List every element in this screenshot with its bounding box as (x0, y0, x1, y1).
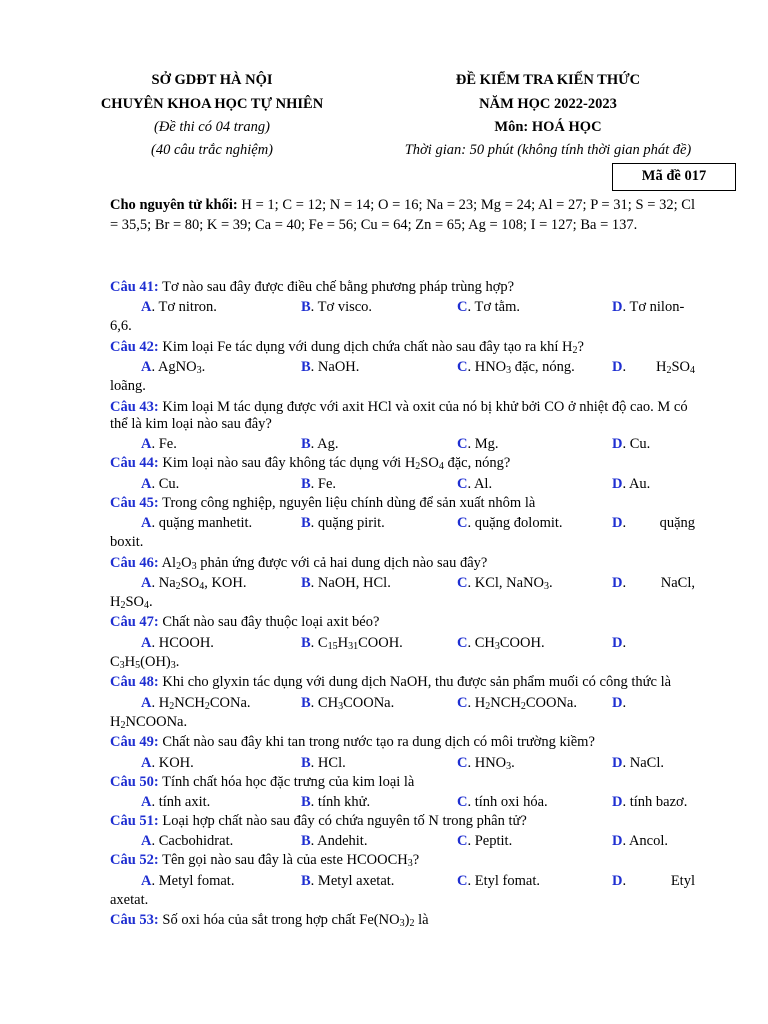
options-row (110, 873, 695, 892)
option-letter: D (612, 754, 623, 771)
option-D[interactable]: D. Tơ nilon- (612, 299, 685, 316)
option-D[interactable]: D. NaCl. (612, 754, 664, 771)
option-letter: A (141, 575, 152, 592)
option-B[interactable]: B. $CH_3COONa$. (301, 694, 395, 712)
option-text: NaCl. (629, 754, 664, 771)
question-53 (110, 912, 695, 929)
option-text: Al. (473, 475, 493, 492)
option-D[interactable]: D. Ancol. (612, 833, 668, 850)
option-A[interactable]: A. Fe. (141, 436, 177, 453)
option-letter: D (612, 299, 623, 316)
option-text: Mg. (474, 436, 499, 453)
option-letter: A (141, 436, 152, 453)
option-B[interactable]: B. Andehit. (301, 833, 368, 850)
option-C[interactable]: C. Al. (457, 475, 493, 492)
option-text: Ancol. (628, 833, 668, 850)
option-B[interactable]: B. $C_{15}H_{31}COOH$. (301, 634, 403, 652)
option-text: Au. (628, 475, 651, 492)
option-letter: D (612, 575, 623, 592)
option-continuation: loãng. (110, 378, 146, 395)
options-row (110, 359, 695, 378)
option-C[interactable]: C. $CH_3COOH$. (457, 634, 545, 652)
question-label: Câu 46: (110, 554, 159, 571)
question-text: Khi cho glyxin tác dụng với dung dịch NaOH, thu được sản phẩm muối có công thức là (158, 674, 672, 691)
exam-code-box (612, 163, 736, 191)
option-text: $H_2SO_4$ (655, 359, 695, 377)
option-C[interactable]: C. Mg. (457, 436, 499, 453)
question-text: Trong công nghiệp, nguyên liệu chính dùng để sản xuất nhôm là (158, 494, 536, 511)
time-limit: Thời gian: 50 phút (không tính thời gian phát đề) (404, 142, 692, 158)
question-stem (110, 455, 695, 472)
option-D[interactable]: D. $H_2SO_4$ (612, 359, 695, 377)
page-count-note: (Đề thi có 04 trang) (154, 119, 270, 135)
option-text: Tơ nitron. (158, 299, 217, 316)
option-text: HCl. (317, 754, 346, 771)
options-row (110, 436, 695, 455)
question-stem (110, 399, 695, 434)
option-text: $H_2NCH_2COONa$. (474, 694, 577, 712)
option-text: Peptit. (474, 833, 513, 850)
option-B[interactable]: B. quặng pirit. (301, 515, 385, 532)
option-continuation: $H_2SO_4$. (110, 594, 153, 612)
question-45 (110, 495, 695, 552)
question-51 (110, 813, 695, 852)
option-C[interactable]: C. $H_2NCH_2COONa$. (457, 694, 577, 712)
question-48 (110, 674, 695, 731)
option-letter: D (612, 436, 623, 453)
option-letter: D (612, 872, 623, 889)
school-name: CHUYÊN KHOA HỌC TỰ NHIÊN (100, 96, 324, 112)
option-text: Fe. (158, 436, 177, 453)
option-continuation: axetat. (110, 891, 149, 908)
option-D[interactable]: D. NaCl, (612, 575, 695, 592)
question-stem (110, 339, 695, 356)
option-text: quặng đolomit. (474, 515, 563, 532)
option-letter: C (457, 694, 468, 711)
option-text: Cacbohidrat. (158, 833, 234, 850)
option-letter: B (301, 634, 311, 651)
option-letter: D (612, 515, 623, 532)
option-letter: A (141, 359, 152, 376)
option-continuation: boxit. (110, 534, 144, 551)
question-text: Tên gọi nào sau đây là của este $HCOOCH_3$? (158, 852, 420, 870)
option-letter: B (301, 872, 311, 889)
option-letter: C (457, 475, 468, 492)
question-count-note: (40 câu trắc nghiệm) (150, 142, 273, 158)
question-49 (110, 734, 695, 773)
option-letter: D (612, 634, 623, 651)
option-text: $Na_2SO_4$, KOH. (158, 575, 247, 593)
atomic-masses-label: Cho nguyên tử khối: (110, 197, 238, 213)
question-label: Câu 51: (110, 812, 159, 829)
option-letter: B (301, 475, 311, 492)
question-stem (110, 852, 695, 869)
atomic-masses (110, 196, 695, 235)
question-46 (110, 555, 695, 612)
question-label: Câu 41: (110, 279, 159, 295)
option-continuation: 6,6. (110, 318, 132, 335)
question-50 (110, 774, 695, 813)
option-letter: A (141, 475, 152, 492)
question-41 (110, 279, 695, 336)
options-row (110, 575, 695, 594)
option-letter: A (141, 515, 152, 532)
option-A[interactable]: A. Cacbohidrat. (141, 833, 234, 850)
option-letter: A (141, 299, 152, 316)
option-B[interactable]: B. NaOH. (301, 359, 360, 376)
option-letter: B (301, 515, 311, 532)
question-text: Tơ nào sau đây được điều chế bằng phương pháp trùng hợp? (158, 279, 515, 295)
option-A[interactable]: A. Cu. (141, 475, 180, 492)
option-letter: B (301, 833, 311, 850)
question-list (110, 279, 695, 933)
option-C[interactable]: C. Etyl fomat. (457, 872, 540, 889)
option-letter: D (612, 833, 623, 850)
question-text: Kim loại nào sau đây không tác dụng với $H_2SO_4$ đặc, nóng? (158, 455, 511, 473)
options-row (110, 515, 695, 534)
question-text: Tính chất hóa học đặc trưng của kim loại là (158, 773, 415, 790)
options-row (110, 476, 695, 495)
option-text: tính oxi hóa. (474, 793, 548, 810)
option-text: Tơ tằm. (474, 299, 521, 316)
option-letter: A (141, 694, 152, 711)
option-A[interactable]: A. AgNO$_3$. (141, 359, 206, 377)
question-stem (110, 495, 695, 512)
question-47 (110, 614, 695, 671)
question-text: Kim loại M tác dụng được với axit HCl và oxit của nó bị khử bởi CO ở nhiệt độ cao. M có thể là kim loại nào sau đây? (110, 398, 688, 433)
option-letter: D (612, 475, 623, 492)
option-A[interactable]: A. Metyl fomat. (141, 872, 235, 889)
option-letter: B (301, 793, 311, 810)
option-letter: C (457, 833, 468, 850)
option-A[interactable]: A. HCOOH. (141, 634, 214, 651)
option-C[interactable]: C. $HNO_3$ đặc, nóng. (457, 359, 575, 377)
option-letter: C (457, 754, 468, 771)
option-text: Etyl fomat. (474, 872, 540, 889)
option-text: $HNO_3$ đặc, nóng. (474, 359, 575, 377)
option-text: Ag. (317, 436, 339, 453)
question-43 (110, 399, 695, 456)
question-stem (110, 279, 695, 296)
option-text: AgNO$_3$. (157, 359, 206, 377)
question-text: Chất nào sau đây thuộc loại axit béo? (158, 614, 380, 631)
option-letter: A (141, 634, 152, 651)
atomic-masses-values: H = 1; C = 12; N = 14; O = 16; Na = 23; Mg = 24; Al = 27; P = 31; S = 32; Cl = 35,5; Br = 80; K = 39; Ca = 40; Fe = 56; Cu = 64; Zn = 65; Ag = 108; I = 127; Ba = 137. (110, 197, 696, 233)
option-letter: C (457, 436, 468, 453)
question-label: Câu 50: (110, 773, 159, 790)
option-C[interactable]: C. tính oxi hóa. (457, 793, 548, 810)
option-text: quặng manhetit. (158, 515, 253, 532)
option-C[interactable]: C. Peptit. (457, 833, 513, 850)
question-text: Chất nào sau đây khi tan trong nước tạo ra dung dịch có môi trường kiềm? (158, 734, 595, 751)
option-B[interactable]: B. Tơ visco. (301, 299, 373, 316)
question-text: $Al_2O_3$ phản ứng được với cả hai dung dịch nào sau đây? (158, 554, 488, 572)
option-B[interactable]: B. HCl. (301, 754, 346, 771)
question-label: Câu 53: (110, 912, 159, 929)
option-D[interactable]: D. Au. (612, 475, 651, 492)
option-D[interactable]: D. Cu. (612, 436, 651, 453)
option-text: tính bazơ. (629, 793, 688, 810)
question-52 (110, 852, 695, 909)
question-text: Kim loại Fe tác dụng với dung dịch chứa chất nào sau đây tạo ra khí $H_2$? (158, 338, 584, 356)
question-label: Câu 44: (110, 455, 159, 472)
question-label: Câu 45: (110, 494, 159, 511)
question-label: Câu 42: (110, 338, 159, 355)
option-text: $CH_3COOH$. (474, 634, 545, 652)
options-row (110, 833, 695, 852)
option-letter: B (301, 359, 311, 376)
option-letter: C (457, 515, 468, 532)
question-42 (110, 339, 695, 396)
option-D[interactable]: D. (612, 694, 627, 711)
question-text: Số oxi hóa của sắt trong hợp chất $Fe(NO_3)_2$ là (158, 912, 429, 930)
option-A[interactable]: A. $Na_2SO_4$, KOH. (141, 575, 247, 593)
question-stem (110, 912, 695, 929)
question-text: Loại hợp chất nào sau đây có chứa nguyên tố N trong phân tử? (158, 812, 527, 829)
option-C[interactable]: C. KCl, NaNO$_3$. (457, 575, 553, 593)
exam-code: Mã đề 017 (641, 168, 707, 184)
option-B[interactable]: B. Ag. (301, 436, 339, 453)
option-letter: B (301, 299, 311, 316)
option-letter: C (457, 359, 468, 376)
option-A[interactable]: A. tính axit. (141, 793, 211, 810)
options-row (110, 299, 695, 318)
option-D[interactable]: D. Etyl (612, 872, 695, 889)
options-row (110, 635, 695, 654)
option-letter: B (301, 754, 311, 771)
option-text: KOH. (158, 754, 194, 771)
department-name: SỞ GDĐT HÀ NỘI (151, 72, 273, 88)
option-letter: D (612, 359, 623, 376)
school-year: NĂM HỌC 2022-2023 (479, 96, 617, 112)
option-text: $C_{15}H_{31}COOH$. (317, 634, 403, 652)
option-B[interactable]: B. NaOH, HCl. (301, 575, 391, 592)
option-text: $H_2NCH_2CONa$. (158, 694, 251, 712)
option-letter: A (141, 872, 152, 889)
option-text: quặng pirit. (317, 515, 385, 532)
option-text: tính khử. (317, 793, 371, 810)
question-stem (110, 813, 695, 830)
option-text: $CH_3COONa$. (317, 694, 395, 712)
option-text: tính axit. (158, 793, 211, 810)
option-text: NaOH, HCl. (317, 575, 391, 592)
option-text: NaOH. (317, 359, 360, 376)
option-letter: A (141, 793, 152, 810)
question-stem (110, 614, 695, 631)
option-text: Andehit. (317, 833, 368, 850)
question-label: Câu 52: (110, 852, 159, 869)
option-letter: C (457, 634, 468, 651)
option-text: Fe. (317, 475, 337, 492)
question-stem (110, 674, 695, 691)
option-C[interactable]: C. Tơ tằm. (457, 299, 521, 316)
option-letter: B (301, 694, 311, 711)
exam-title: ĐỀ KIỂM TRA KIẾN THỨC (455, 72, 641, 88)
option-C[interactable]: C. $HNO_3$. (457, 754, 515, 772)
option-letter: C (457, 299, 468, 316)
option-text: Metyl fomat. (158, 872, 235, 889)
options-row (110, 695, 695, 714)
option-A[interactable]: A. KOH. (141, 754, 194, 771)
option-continuation: $C_3H_5(OH)_3$. (110, 653, 180, 671)
option-continuation: $H_2NCOONa$. (110, 713, 188, 731)
option-text: HCOOH. (158, 634, 214, 651)
options-row (110, 755, 695, 774)
option-text: Cu. (158, 475, 180, 492)
options-row (110, 794, 695, 813)
option-letter: B (301, 436, 311, 453)
question-label: Câu 48: (110, 674, 159, 691)
option-letter: C (457, 793, 468, 810)
subject: Môn: HOÁ HỌC (494, 119, 602, 135)
option-text: $HNO_3$. (474, 754, 515, 772)
option-letter: D (612, 694, 623, 711)
option-B[interactable]: B. tính khử. (301, 793, 371, 810)
question-stem (110, 774, 695, 791)
option-text: NaCl, (660, 575, 695, 592)
option-B[interactable]: B. Fe. (301, 475, 337, 492)
question-stem (110, 555, 695, 572)
option-text: Tơ nilon- (629, 299, 685, 316)
option-A[interactable]: A. quặng manhetit. (141, 515, 253, 532)
option-letter: C (457, 872, 468, 889)
option-letter: D (612, 793, 623, 810)
question-label: Câu 43: (110, 398, 159, 415)
option-letter: B (301, 575, 311, 592)
option-A[interactable]: A. $H_2NCH_2CONa$. (141, 694, 251, 712)
option-B[interactable]: B. Metyl axetat. (301, 872, 395, 889)
option-D[interactable]: D. (612, 634, 627, 651)
option-D[interactable]: D. tính bazơ. (612, 793, 688, 810)
option-letter: A (141, 833, 152, 850)
option-text: quặng (659, 515, 695, 532)
option-D[interactable]: D. quặng (612, 515, 695, 532)
option-C[interactable]: C. quặng đolomit. (457, 515, 563, 532)
question-label: Câu 47: (110, 614, 159, 631)
option-text: Metyl axetat. (317, 872, 395, 889)
question-label: Câu 49: (110, 734, 159, 751)
question-stem (110, 734, 695, 751)
option-text: Etyl (670, 872, 695, 889)
option-text: Cu. (629, 436, 651, 453)
option-text: Tơ visco. (317, 299, 373, 316)
option-letter: A (141, 754, 152, 771)
option-A[interactable]: A. Tơ nitron. (141, 299, 217, 316)
question-44 (110, 455, 695, 494)
option-text: KCl, NaNO$_3$. (474, 575, 553, 593)
option-letter: C (457, 575, 468, 592)
